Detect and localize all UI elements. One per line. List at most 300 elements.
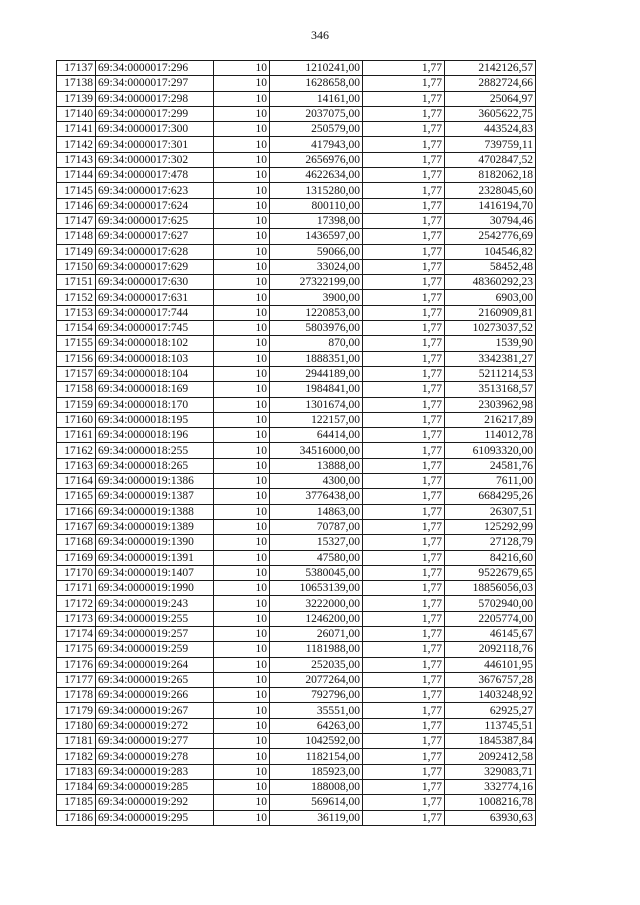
row-number-cell: 17168 <box>57 535 96 550</box>
table-row <box>57 428 536 443</box>
cadastral-number-cell: 69:34:0000017:745 <box>96 321 214 336</box>
table-row <box>57 244 536 259</box>
result-cell: 2092412,58 <box>445 749 536 764</box>
result-cell: 2542776,69 <box>445 229 536 244</box>
row-number-cell: 17160 <box>57 412 96 427</box>
coefficient-cell: 1,77 <box>363 412 445 427</box>
table-row <box>57 443 536 458</box>
coefficient-cell: 1,77 <box>363 718 445 733</box>
row-number-cell: 17158 <box>57 382 96 397</box>
value-cell: 1301674,00 <box>270 397 363 412</box>
value-cell: 17398,00 <box>270 213 363 228</box>
tenths-cell: 10 <box>214 397 270 412</box>
coefficient-cell: 1,77 <box>363 672 445 687</box>
cadastral-number-cell: 69:34:0000019:292 <box>96 795 214 810</box>
table-row <box>57 412 536 427</box>
tenths-cell: 10 <box>214 229 270 244</box>
result-cell: 18856056,03 <box>445 581 536 596</box>
tenths-cell: 10 <box>214 611 270 626</box>
result-cell: 1845387,84 <box>445 734 536 749</box>
table-row <box>57 795 536 810</box>
value-cell: 250579,00 <box>270 122 363 137</box>
row-number-cell: 17177 <box>57 672 96 687</box>
row-number-cell: 17149 <box>57 244 96 259</box>
cadastral-number-cell: 69:34:0000019:285 <box>96 779 214 794</box>
table-row <box>57 168 536 183</box>
coefficient-cell: 1,77 <box>363 519 445 534</box>
row-number-cell: 17163 <box>57 458 96 473</box>
tenths-cell: 10 <box>214 795 270 810</box>
table-row <box>57 183 536 198</box>
result-cell: 125292,99 <box>445 519 536 534</box>
row-number-cell: 17147 <box>57 213 96 228</box>
coefficient-cell: 1,77 <box>363 596 445 611</box>
table-row <box>57 229 536 244</box>
value-cell: 1436597,00 <box>270 229 363 244</box>
table-row <box>57 198 536 213</box>
value-cell: 188008,00 <box>270 779 363 794</box>
result-cell: 7611,00 <box>445 474 536 489</box>
cadastral-number-cell: 69:34:0000017:627 <box>96 229 214 244</box>
result-cell: 6903,00 <box>445 290 536 305</box>
value-cell: 14161,00 <box>270 91 363 106</box>
row-number-cell: 17162 <box>57 443 96 458</box>
row-number-cell: 17178 <box>57 688 96 703</box>
coefficient-cell: 1,77 <box>363 244 445 259</box>
coefficient-cell: 1,77 <box>363 428 445 443</box>
value-cell: 13888,00 <box>270 458 363 473</box>
table-row <box>57 779 536 794</box>
table-row <box>57 504 536 519</box>
row-number-cell: 17154 <box>57 321 96 336</box>
cadastral-number-cell: 69:34:0000019:278 <box>96 749 214 764</box>
coefficient-cell: 1,77 <box>363 336 445 351</box>
coefficient-cell: 1,77 <box>363 351 445 366</box>
result-cell: 104546,82 <box>445 244 536 259</box>
cadastral-number-cell: 69:34:0000017:630 <box>96 275 214 290</box>
value-cell: 33024,00 <box>270 259 363 274</box>
coefficient-cell: 1,77 <box>363 321 445 336</box>
value-cell: 569614,00 <box>270 795 363 810</box>
table-row <box>57 152 536 167</box>
row-number-cell: 17166 <box>57 504 96 519</box>
result-cell: 3676757,28 <box>445 672 536 687</box>
cadastral-number-cell: 69:34:0000019:266 <box>96 688 214 703</box>
row-number-cell: 17165 <box>57 489 96 504</box>
value-cell: 4622634,00 <box>270 168 363 183</box>
value-cell: 3776438,00 <box>270 489 363 504</box>
table-row <box>57 382 536 397</box>
tenths-cell: 10 <box>214 810 270 825</box>
coefficient-cell: 1,77 <box>363 259 445 274</box>
row-number-cell: 17157 <box>57 366 96 381</box>
coefficient-cell: 1,77 <box>363 749 445 764</box>
cadastral-number-cell: 69:34:0000017:301 <box>96 137 214 152</box>
value-cell: 64414,00 <box>270 428 363 443</box>
row-number-cell: 17182 <box>57 749 96 764</box>
row-number-cell: 17137 <box>57 61 96 76</box>
table-row <box>57 122 536 137</box>
result-cell: 443524,83 <box>445 122 536 137</box>
cadastral-number-cell: 69:34:0000018:195 <box>96 412 214 427</box>
value-cell: 2037075,00 <box>270 106 363 121</box>
coefficient-cell: 1,77 <box>363 550 445 565</box>
tenths-cell: 10 <box>214 366 270 381</box>
row-number-cell: 17159 <box>57 397 96 412</box>
coefficient-cell: 1,77 <box>363 122 445 137</box>
result-cell: 58452,48 <box>445 259 536 274</box>
result-cell: 216217,89 <box>445 412 536 427</box>
value-cell: 792796,00 <box>270 688 363 703</box>
table-row <box>57 734 536 749</box>
coefficient-cell: 1,77 <box>363 703 445 718</box>
table-row <box>57 749 536 764</box>
cadastral-number-cell: 69:34:0000019:283 <box>96 764 214 779</box>
value-cell: 36119,00 <box>270 810 363 825</box>
table-row <box>57 519 536 534</box>
tenths-cell: 10 <box>214 504 270 519</box>
tenths-cell: 10 <box>214 428 270 443</box>
result-cell: 1403248,92 <box>445 688 536 703</box>
result-cell: 2160909,81 <box>445 305 536 320</box>
cadastral-number-cell: 69:34:0000018:102 <box>96 336 214 351</box>
coefficient-cell: 1,77 <box>363 106 445 121</box>
value-cell: 5803976,00 <box>270 321 363 336</box>
result-cell: 113745,51 <box>445 718 536 733</box>
row-number-cell: 17181 <box>57 734 96 749</box>
row-number-cell: 17171 <box>57 581 96 596</box>
row-number-cell: 17161 <box>57 428 96 443</box>
row-number-cell: 17151 <box>57 275 96 290</box>
cadastral-number-cell: 69:34:0000017:298 <box>96 91 214 106</box>
tenths-cell: 10 <box>214 61 270 76</box>
tenths-cell: 10 <box>214 581 270 596</box>
row-number-cell: 17145 <box>57 183 96 198</box>
coefficient-cell: 1,77 <box>363 305 445 320</box>
row-number-cell: 17150 <box>57 259 96 274</box>
value-cell: 34516000,00 <box>270 443 363 458</box>
cadastral-number-cell: 69:34:0000017:297 <box>96 76 214 91</box>
coefficient-cell: 1,77 <box>363 137 445 152</box>
coefficient-cell: 1,77 <box>363 734 445 749</box>
tenths-cell: 10 <box>214 290 270 305</box>
tenths-cell: 10 <box>214 550 270 565</box>
row-number-cell: 17172 <box>57 596 96 611</box>
row-number-cell: 17185 <box>57 795 96 810</box>
cadastral-number-cell: 69:34:0000018:104 <box>96 366 214 381</box>
result-cell: 2092118,76 <box>445 642 536 657</box>
coefficient-cell: 1,77 <box>363 581 445 596</box>
coefficient-cell: 1,77 <box>363 795 445 810</box>
table-row <box>57 657 536 672</box>
tenths-cell: 10 <box>214 718 270 733</box>
coefficient-cell: 1,77 <box>363 474 445 489</box>
result-cell: 5702940,00 <box>445 596 536 611</box>
coefficient-cell: 1,77 <box>363 198 445 213</box>
row-number-cell: 17143 <box>57 152 96 167</box>
table-row <box>57 550 536 565</box>
cadastral-number-cell: 69:34:0000019:277 <box>96 734 214 749</box>
coefficient-cell: 1,77 <box>363 611 445 626</box>
tenths-cell: 10 <box>214 657 270 672</box>
value-cell: 252035,00 <box>270 657 363 672</box>
result-cell: 4702847,52 <box>445 152 536 167</box>
value-cell: 800110,00 <box>270 198 363 213</box>
table-row <box>57 137 536 152</box>
cadastral-number-cell: 69:34:0000019:1407 <box>96 565 214 580</box>
tenths-cell: 10 <box>214 183 270 198</box>
value-cell: 1888351,00 <box>270 351 363 366</box>
result-cell: 9522679,65 <box>445 565 536 580</box>
row-number-cell: 17139 <box>57 91 96 106</box>
cadastral-number-cell: 69:34:0000019:1391 <box>96 550 214 565</box>
cadastral-number-cell: 69:34:0000019:267 <box>96 703 214 718</box>
row-number-cell: 17183 <box>57 764 96 779</box>
row-number-cell: 17164 <box>57 474 96 489</box>
result-cell: 446101,95 <box>445 657 536 672</box>
result-cell: 5211214,53 <box>445 366 536 381</box>
cadastral-number-cell: 69:34:0000019:265 <box>96 672 214 687</box>
row-number-cell: 17184 <box>57 779 96 794</box>
coefficient-cell: 1,77 <box>363 458 445 473</box>
tenths-cell: 10 <box>214 489 270 504</box>
cadastral-number-cell: 69:34:0000017:631 <box>96 290 214 305</box>
tenths-cell: 10 <box>214 703 270 718</box>
row-number-cell: 17153 <box>57 305 96 320</box>
tenths-cell: 10 <box>214 734 270 749</box>
cadastral-number-cell: 69:34:0000017:629 <box>96 259 214 274</box>
tenths-cell: 10 <box>214 122 270 137</box>
value-cell: 417943,00 <box>270 137 363 152</box>
cadastral-number-cell: 69:34:0000019:1387 <box>96 489 214 504</box>
coefficient-cell: 1,77 <box>363 366 445 381</box>
table-row <box>57 351 536 366</box>
tenths-cell: 10 <box>214 244 270 259</box>
data-table <box>56 60 536 826</box>
coefficient-cell: 1,77 <box>363 275 445 290</box>
tenths-cell: 10 <box>214 443 270 458</box>
value-cell: 1210241,00 <box>270 61 363 76</box>
table-row <box>57 366 536 381</box>
value-cell: 2944189,00 <box>270 366 363 381</box>
value-cell: 2656976,00 <box>270 152 363 167</box>
row-number-cell: 17169 <box>57 550 96 565</box>
coefficient-cell: 1,77 <box>363 213 445 228</box>
coefficient-cell: 1,77 <box>363 642 445 657</box>
cadastral-number-cell: 69:34:0000019:257 <box>96 626 214 641</box>
result-cell: 329083,71 <box>445 764 536 779</box>
row-number-cell: 17175 <box>57 642 96 657</box>
value-cell: 15327,00 <box>270 535 363 550</box>
cadastral-number-cell: 69:34:0000019:1386 <box>96 474 214 489</box>
result-cell: 46145,67 <box>445 626 536 641</box>
row-number-cell: 17146 <box>57 198 96 213</box>
tenths-cell: 10 <box>214 412 270 427</box>
result-cell: 332774,16 <box>445 779 536 794</box>
cadastral-number-cell: 69:34:0000017:623 <box>96 183 214 198</box>
row-number-cell: 17144 <box>57 168 96 183</box>
table-row <box>57 458 536 473</box>
result-cell: 62925,27 <box>445 703 536 718</box>
table-row <box>57 489 536 504</box>
value-cell: 1220853,00 <box>270 305 363 320</box>
tenths-cell: 10 <box>214 76 270 91</box>
tenths-cell: 10 <box>214 626 270 641</box>
cadastral-number-cell: 69:34:0000017:744 <box>96 305 214 320</box>
cadastral-number-cell: 69:34:0000018:169 <box>96 382 214 397</box>
tenths-cell: 10 <box>214 275 270 290</box>
tenths-cell: 10 <box>214 336 270 351</box>
tenths-cell: 10 <box>214 519 270 534</box>
cadastral-number-cell: 69:34:0000019:1390 <box>96 535 214 550</box>
result-cell: 2205774,00 <box>445 611 536 626</box>
table-row <box>57 397 536 412</box>
result-cell: 30794,46 <box>445 213 536 228</box>
value-cell: 5380045,00 <box>270 565 363 580</box>
coefficient-cell: 1,77 <box>363 229 445 244</box>
result-cell: 1416194,70 <box>445 198 536 213</box>
table-row <box>57 703 536 718</box>
table-row <box>57 688 536 703</box>
coefficient-cell: 1,77 <box>363 626 445 641</box>
tenths-cell: 10 <box>214 213 270 228</box>
value-cell: 27322199,00 <box>270 275 363 290</box>
result-cell: 84216,60 <box>445 550 536 565</box>
coefficient-cell: 1,77 <box>363 183 445 198</box>
coefficient-cell: 1,77 <box>363 565 445 580</box>
cadastral-number-cell: 69:34:0000017:628 <box>96 244 214 259</box>
cadastral-number-cell: 69:34:0000019:255 <box>96 611 214 626</box>
cadastral-number-cell: 69:34:0000019:1990 <box>96 581 214 596</box>
coefficient-cell: 1,77 <box>363 397 445 412</box>
table-row <box>57 259 536 274</box>
cadastral-number-cell: 69:34:0000019:264 <box>96 657 214 672</box>
value-cell: 59066,00 <box>270 244 363 259</box>
tenths-cell: 10 <box>214 672 270 687</box>
value-cell: 1042592,00 <box>270 734 363 749</box>
row-number-cell: 17167 <box>57 519 96 534</box>
table-row <box>57 336 536 351</box>
cadastral-number-cell: 69:34:0000019:1388 <box>96 504 214 519</box>
value-cell: 2077264,00 <box>270 672 363 687</box>
value-cell: 1315280,00 <box>270 183 363 198</box>
coefficient-cell: 1,77 <box>363 764 445 779</box>
table-row <box>57 76 536 91</box>
value-cell: 1246200,00 <box>270 611 363 626</box>
cadastral-number-cell: 69:34:0000019:295 <box>96 810 214 825</box>
value-cell: 10653139,00 <box>270 581 363 596</box>
value-cell: 1181988,00 <box>270 642 363 657</box>
row-number-cell: 17174 <box>57 626 96 641</box>
table-row <box>57 321 536 336</box>
result-cell: 63930,63 <box>445 810 536 825</box>
coefficient-cell: 1,77 <box>363 688 445 703</box>
cadastral-number-cell: 69:34:0000017:300 <box>96 122 214 137</box>
table-row <box>57 810 536 825</box>
tenths-cell: 10 <box>214 565 270 580</box>
result-cell: 2303962,98 <box>445 397 536 412</box>
coefficient-cell: 1,77 <box>363 76 445 91</box>
row-number-cell: 17155 <box>57 336 96 351</box>
cadastral-number-cell: 69:34:0000018:170 <box>96 397 214 412</box>
table-row <box>57 718 536 733</box>
tenths-cell: 10 <box>214 152 270 167</box>
cadastral-number-cell: 69:34:0000019:272 <box>96 718 214 733</box>
row-number-cell: 17152 <box>57 290 96 305</box>
result-cell: 48360292,23 <box>445 275 536 290</box>
tenths-cell: 10 <box>214 321 270 336</box>
coefficient-cell: 1,77 <box>363 535 445 550</box>
tenths-cell: 10 <box>214 198 270 213</box>
row-number-cell: 17180 <box>57 718 96 733</box>
value-cell: 14863,00 <box>270 504 363 519</box>
value-cell: 70787,00 <box>270 519 363 534</box>
tenths-cell: 10 <box>214 382 270 397</box>
tenths-cell: 10 <box>214 688 270 703</box>
cadastral-number-cell: 69:34:0000018:265 <box>96 458 214 473</box>
row-number-cell: 17148 <box>57 229 96 244</box>
table-row <box>57 672 536 687</box>
result-cell: 27128,79 <box>445 535 536 550</box>
result-cell: 3605622,75 <box>445 106 536 121</box>
table-row <box>57 106 536 121</box>
row-number-cell: 17141 <box>57 122 96 137</box>
row-number-cell: 17179 <box>57 703 96 718</box>
coefficient-cell: 1,77 <box>363 779 445 794</box>
coefficient-cell: 1,77 <box>363 91 445 106</box>
tenths-cell: 10 <box>214 474 270 489</box>
row-number-cell: 17173 <box>57 611 96 626</box>
tenths-cell: 10 <box>214 106 270 121</box>
tenths-cell: 10 <box>214 458 270 473</box>
value-cell: 1182154,00 <box>270 749 363 764</box>
table-row <box>57 290 536 305</box>
table-row <box>57 596 536 611</box>
result-cell: 1008216,78 <box>445 795 536 810</box>
table-row <box>57 474 536 489</box>
coefficient-cell: 1,77 <box>363 152 445 167</box>
result-cell: 61093320,00 <box>445 443 536 458</box>
row-number-cell: 17142 <box>57 137 96 152</box>
coefficient-cell: 1,77 <box>363 382 445 397</box>
tenths-cell: 10 <box>214 259 270 274</box>
row-number-cell: 17186 <box>57 810 96 825</box>
table-row <box>57 535 536 550</box>
cadastral-number-cell: 69:34:0000018:196 <box>96 428 214 443</box>
result-cell: 24581,76 <box>445 458 536 473</box>
value-cell: 3222000,00 <box>270 596 363 611</box>
value-cell: 4300,00 <box>270 474 363 489</box>
value-cell: 64263,00 <box>270 718 363 733</box>
tenths-cell: 10 <box>214 168 270 183</box>
tenths-cell: 10 <box>214 642 270 657</box>
table-row <box>57 581 536 596</box>
tenths-cell: 10 <box>214 351 270 366</box>
cadastral-number-cell: 69:34:0000019:259 <box>96 642 214 657</box>
cadastral-number-cell: 69:34:0000019:1389 <box>96 519 214 534</box>
cadastral-number-cell: 69:34:0000017:296 <box>96 61 214 76</box>
value-cell: 1628658,00 <box>270 76 363 91</box>
result-cell: 2328045,60 <box>445 183 536 198</box>
tenths-cell: 10 <box>214 137 270 152</box>
result-cell: 2882724,66 <box>445 76 536 91</box>
row-number-cell: 17138 <box>57 76 96 91</box>
cadastral-number-cell: 69:34:0000017:302 <box>96 152 214 167</box>
value-cell: 35551,00 <box>270 703 363 718</box>
tenths-cell: 10 <box>214 535 270 550</box>
cadastral-number-cell: 69:34:0000017:625 <box>96 213 214 228</box>
tenths-cell: 10 <box>214 91 270 106</box>
